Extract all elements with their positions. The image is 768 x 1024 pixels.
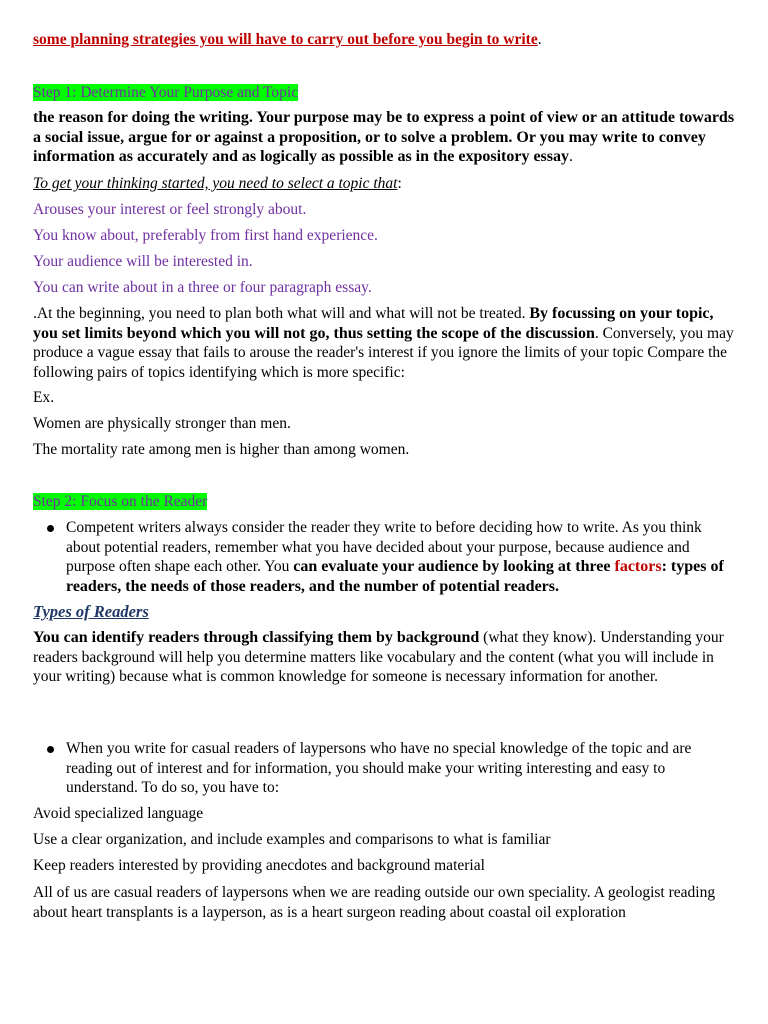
example-item: The mortality rate among men is higher than among women. (33, 441, 410, 458)
bullet-dot (47, 746, 54, 753)
topic-item: Your audience will be interested in. (33, 253, 253, 270)
example-item: Women are physically stronger than men. (33, 415, 291, 432)
types-bold: You can identify readers through classifying them by background (33, 629, 480, 646)
topic-intro-suffix: : (397, 175, 402, 192)
scope-bold: By focussing on your topic, you set limits beyond which you will not go, thus setting the scope of the discussion (33, 305, 714, 342)
bullet1-bold: can evaluate your audience by looking at three (293, 558, 615, 575)
bullet1-bold2: : types of readers, the needs of those readers, and the number of potential readers. (66, 558, 724, 595)
topic-intro (33, 174, 738, 194)
scope-paragraph (33, 304, 738, 382)
scope-plain-1: .At the beginning, you need to plan both what will and what will not be treated. (33, 305, 530, 322)
bullet-paragraph: When you write for casual readers of laypersons who have no special knowledge of the topic and are reading out of interest and for information, you should make your writing interesting and easy to understand. To do so, you have to: (66, 740, 692, 796)
example-label: Ex. (33, 389, 55, 406)
types-title: Types of Readers (33, 602, 149, 621)
types-paragraph (33, 628, 738, 687)
heading-text: some planning strategies you will have to carry out before you begin to write (33, 31, 538, 48)
topic-item: Arouses your interest or feel strongly about. (33, 201, 307, 218)
topic-item: You know about, preferably from first hand experience. (33, 227, 378, 244)
topic-item: You can write about in a three or four paragraph essay. (33, 279, 372, 296)
closing-paragraph: All of us are casual readers of laypersons when we are reading outside our own speciality. A geologist reading about heart transplants is a layperson, as is a heart surgeon reading about coastal oil exploration (33, 884, 716, 921)
bullet-paragraph (66, 518, 738, 596)
purpose-suffix: . (569, 148, 574, 165)
bullet1-red: factors (614, 558, 662, 575)
step1-title-text: Step 1: Determine Your Purpose and Topic (33, 84, 299, 101)
list-item: Keep readers interested by providing anecdotes and background material (33, 857, 485, 874)
bullet-dot (47, 525, 54, 532)
types-subheading (33, 602, 738, 623)
heading-suffix: . (537, 31, 542, 48)
step2-title-text: Step 2: Focus on the Reader (33, 493, 208, 510)
list-item: Avoid specialized language (33, 805, 204, 822)
purpose-text: the reason for doing the writing. Your purpose may be to express a point of view or an attitude towards a social issue, argue for or against a proposition, or to solve a problem. Or you may write to convey information as accurately and as logically as possible as in the expository essay (33, 109, 735, 165)
bullet1-plain: Competent writers always consider the reader they write to before deciding how to write. As you think about potential readers, remember what you have decided about your purpose, because audience and purpose often shape each other. You (66, 519, 702, 575)
step1-purpose-paragraph (33, 108, 738, 167)
topic-intro-text: To get your thinking started, you need to select a topic that (33, 175, 398, 192)
step2-title (33, 492, 738, 512)
scope-plain-2: . Conversely, you may produce a vague essay that fails to arouse the reader's interest if you ignore the limits of your topic Compare the following pairs of topics identifying which is more specific: (33, 324, 734, 381)
list-item: Use a clear organization, and include examples and comparisons to what is familiar (33, 831, 551, 848)
step1-title (33, 83, 738, 103)
page-heading (33, 30, 738, 50)
types-plain: (what they know). Understanding your readers background will help you determine matters like vocabulary and the content (what you will include in your writing) because what is common knowledge for someone is necessary information for another. (33, 629, 724, 685)
